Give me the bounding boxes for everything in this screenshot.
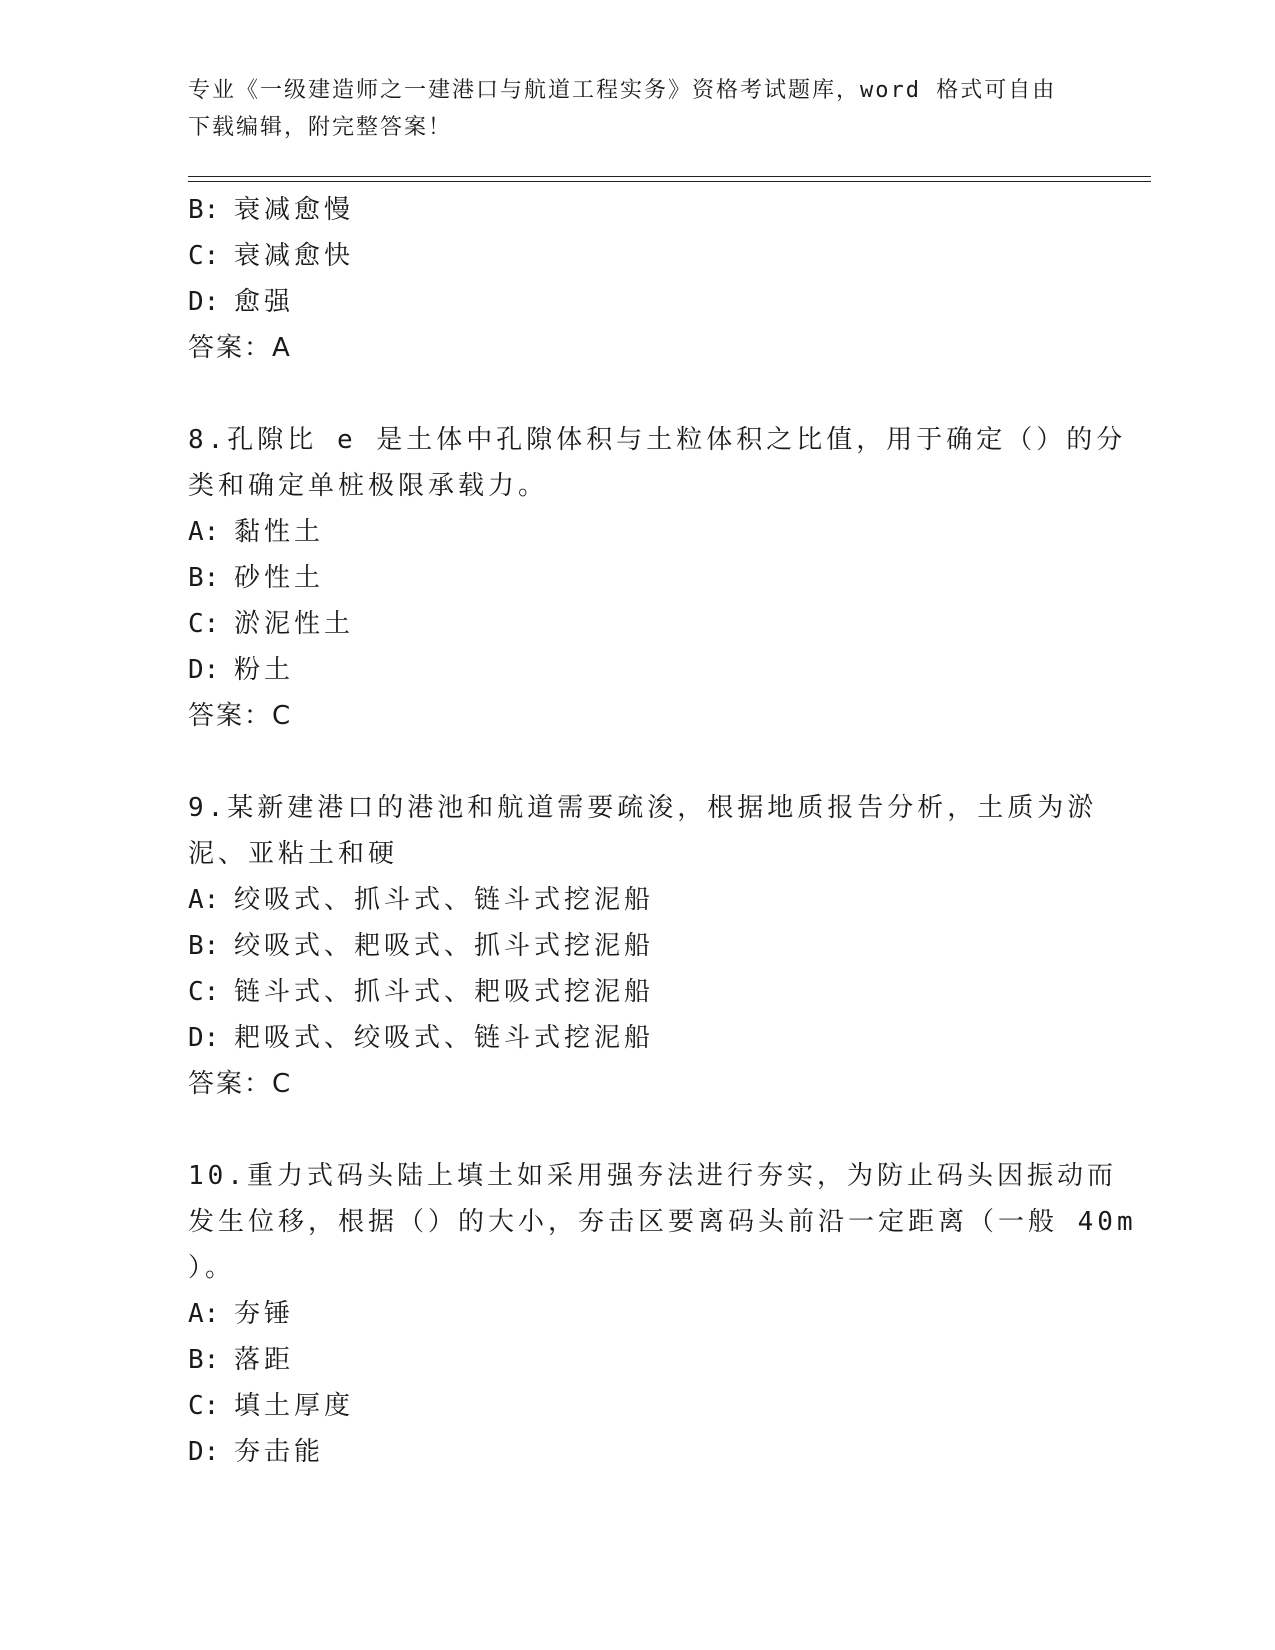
option-b: [188, 187, 1088, 233]
question-10-block: [188, 1153, 1137, 1475]
option-text: 落距: [234, 1345, 295, 1375]
option-b: [188, 923, 1088, 969]
option-d: [188, 647, 1088, 693]
option-text: 链斗式、抓斗式、耙吸式挖泥船: [234, 977, 655, 1007]
option-c: [188, 969, 1088, 1015]
option-text: 衰减愈快: [234, 241, 355, 271]
question-text-line: 9.某新建港口的港池和航道需要疏浚，根据地质报告分析，土质为淤: [188, 793, 1098, 823]
option-c: [188, 601, 1088, 647]
question-text-line: 8.孔隙比 e 是土体中孔隙体积与土粒体积之比值，用于确定（）的分: [188, 425, 1127, 455]
option-c: [188, 1383, 1088, 1429]
question-8-block: [188, 417, 1127, 739]
option-text: 衰减愈慢: [234, 195, 355, 225]
header-line-1: 专业《一级建造师之一建港口与航道工程实务》资格考试题库，word 格式可自由: [188, 78, 1057, 103]
option-text: 耙吸式、绞吸式、链斗式挖泥船: [234, 1023, 655, 1053]
answer-line: 答案：C: [188, 701, 293, 731]
option-text: 黏性土: [234, 517, 325, 547]
option-d: [188, 279, 1088, 325]
option-d: [188, 1015, 1088, 1061]
answer-line: 答案：C: [188, 1069, 293, 1099]
option-c: [188, 233, 1088, 279]
option-b: [188, 555, 1088, 601]
option-a: [188, 1291, 1088, 1337]
question-text-line: 发生位移，根据（）的大小，夯击区要离码头前沿一定距离（一般 40m: [188, 1207, 1137, 1237]
option-text: 砂性土: [234, 563, 325, 593]
option-text: 填土厚度: [234, 1391, 355, 1421]
option-label: D:: [188, 287, 220, 317]
header-rule-top: [188, 176, 1151, 177]
option-label: D:: [188, 1437, 220, 1467]
option-text: 夯击能: [234, 1437, 325, 1467]
option-label: A:: [188, 885, 220, 915]
answer-line: 答案：A: [188, 333, 292, 363]
option-label: A:: [188, 1299, 220, 1329]
option-label: B:: [188, 931, 220, 961]
option-label: D:: [188, 1023, 220, 1053]
option-label: A:: [188, 517, 220, 547]
header-rule-bottom: [188, 181, 1151, 182]
option-label: B:: [188, 1345, 220, 1375]
option-text: 淤泥性土: [234, 609, 355, 639]
option-label: C:: [188, 241, 220, 271]
question-text-line: 泥、亚粘土和硬: [188, 839, 399, 869]
question-text-line: 类和确定单桩极限承载力。: [188, 471, 549, 501]
option-a: [188, 877, 1088, 923]
question-text-line: 10.重力式码头陆上填土如采用强夯法进行夯实，为防止码头因振动而: [188, 1161, 1117, 1191]
option-text: 愈强: [234, 287, 295, 317]
spacer: [188, 739, 1088, 785]
option-text: 粉土: [234, 655, 295, 685]
option-text: 绞吸式、抓斗式、链斗式挖泥船: [234, 885, 655, 915]
header-line-2: 下载编辑，附完整答案！: [188, 115, 453, 140]
option-d: [188, 1429, 1088, 1475]
option-text: 夯锤: [234, 1299, 295, 1329]
question-9-block: [188, 785, 1098, 1107]
option-label: C:: [188, 609, 220, 639]
option-label: B:: [188, 563, 220, 593]
prev-question-block: [188, 187, 1088, 371]
option-b: [188, 1337, 1088, 1383]
option-a: [188, 509, 1088, 555]
option-label: C:: [188, 1391, 220, 1421]
option-text: 绞吸式、耙吸式、抓斗式挖泥船: [234, 931, 655, 961]
option-label: D:: [188, 655, 220, 685]
spacer: [188, 1107, 1088, 1153]
question-content: [188, 187, 1137, 1475]
option-label: B:: [188, 195, 220, 225]
option-label: C:: [188, 977, 220, 1007]
document-header: [188, 72, 1088, 146]
spacer: [188, 371, 1088, 417]
question-text-line: ）。: [188, 1253, 236, 1283]
